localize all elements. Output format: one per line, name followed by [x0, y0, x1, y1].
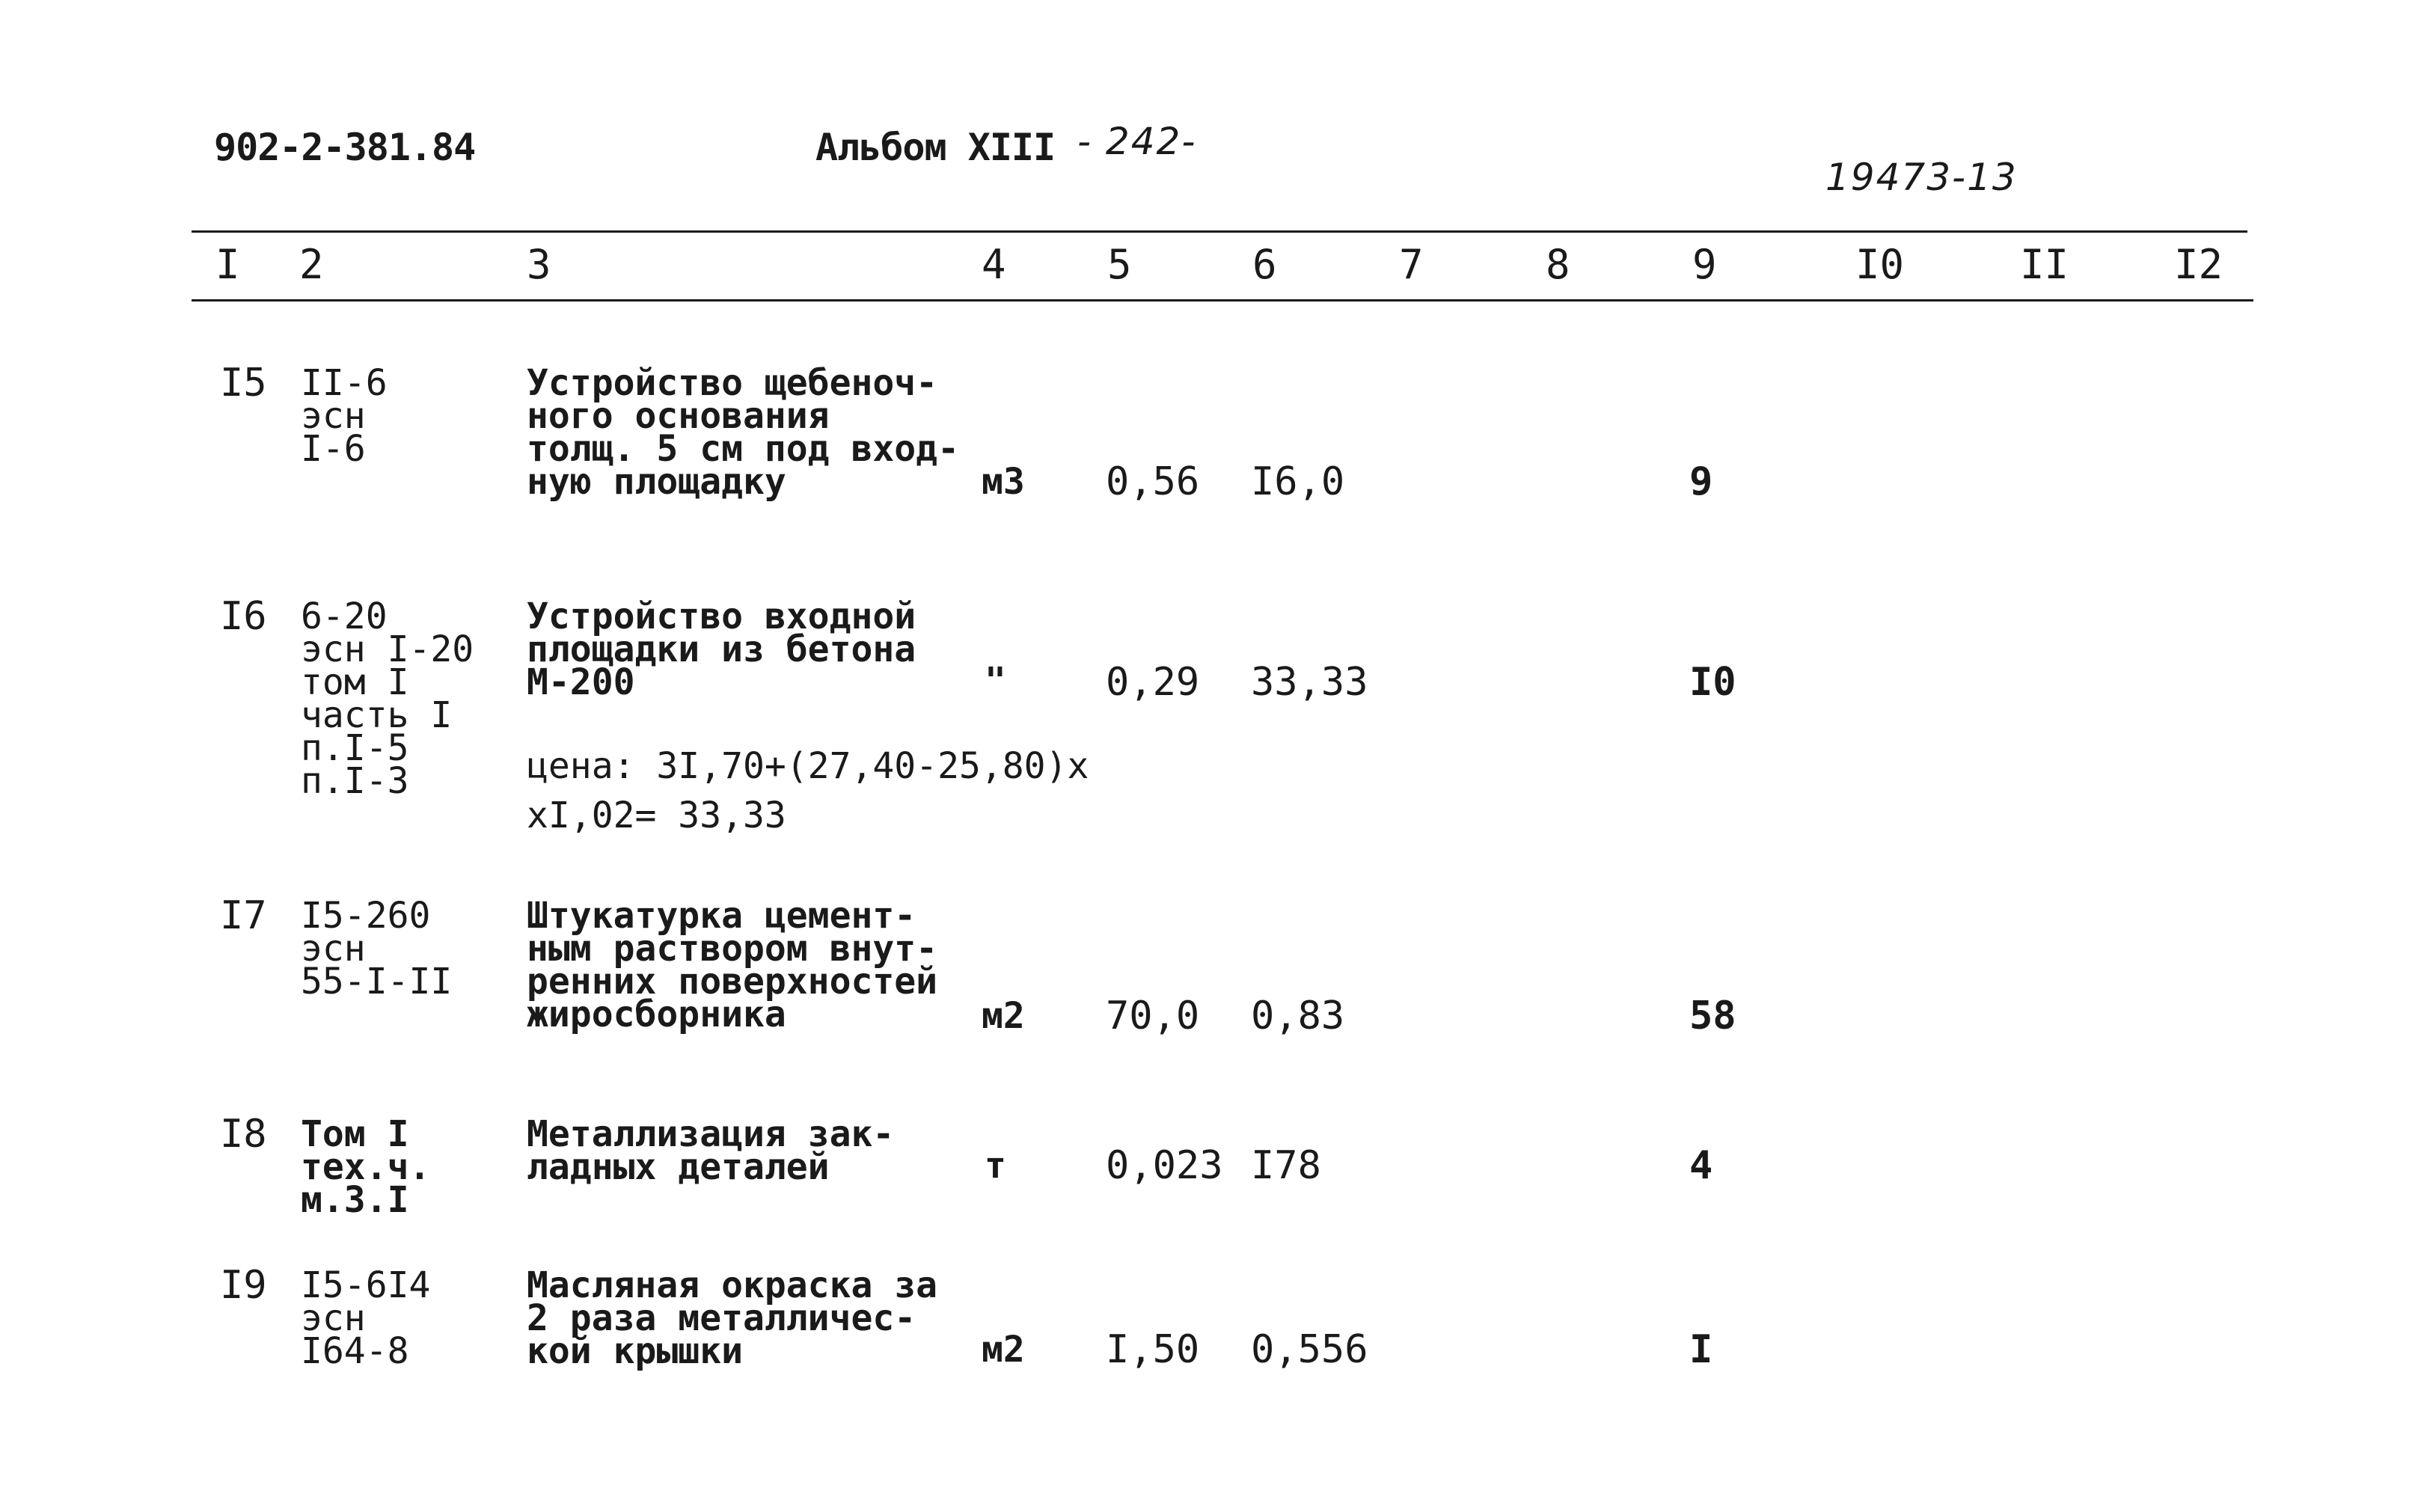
row-total: 9	[1689, 459, 1713, 504]
table-header-rule	[192, 299, 2253, 302]
archive-number: 19473-13	[1825, 156, 2018, 199]
column-header-10: I0	[1855, 241, 1905, 288]
row-quantity: 0,56	[1106, 459, 1200, 504]
row-quantity: 0,023	[1106, 1143, 1223, 1188]
row-number: I8	[220, 1112, 267, 1157]
row-description: Металлизация зак- ладных деталей	[527, 1113, 895, 1188]
column-header-5: 5	[1107, 241, 1132, 288]
row-description: Штукатурка цемент- ным раствором внут- ренних поверхностей жиросборника	[527, 895, 938, 1035]
column-header-8: 8	[1546, 241, 1570, 288]
row-total: I0	[1689, 660, 1736, 705]
row-price: I78	[1251, 1143, 1321, 1188]
column-header-11: II	[2020, 241, 2069, 288]
row-price: I6,0	[1251, 459, 1345, 504]
row-number: I5	[220, 361, 267, 405]
page-number: - 242-	[1077, 120, 1197, 163]
row-unit: м3	[982, 461, 1025, 503]
row-reference: 6-20 эсн I-20 том I часть I п.I-5 п.I-3	[301, 596, 474, 802]
row-price-note-1: цена: 3I,70+(27,40-25,80)x	[527, 745, 1089, 787]
row-unit: м2	[982, 995, 1025, 1037]
row-total: 4	[1689, 1143, 1713, 1188]
column-header-2: 2	[299, 241, 324, 288]
album-title: Альбом XIII	[815, 126, 1056, 169]
column-header-12: I2	[2174, 241, 2223, 288]
column-header-3: 3	[527, 241, 551, 288]
column-header-6: 6	[1252, 241, 1277, 288]
row-description: Масляная окраска за 2 раза металличес- кой крышки	[527, 1264, 938, 1372]
row-reference: I5-260 эсн 55-I-II	[301, 895, 453, 1003]
row-number: I7	[220, 893, 267, 938]
column-header-4: 4	[982, 241, 1006, 288]
row-number: I9	[220, 1263, 267, 1308]
row-unit: "	[985, 660, 1006, 702]
row-reference: I5-6I4 эсн I64-8	[301, 1264, 431, 1372]
row-description: Устройство входной площадки из бетона М-200	[527, 596, 916, 703]
row-price: 0,556	[1251, 1327, 1368, 1372]
row-total: I	[1689, 1327, 1713, 1372]
row-unit: т	[985, 1145, 1006, 1187]
column-header-9: 9	[1692, 241, 1717, 288]
row-price: 33,33	[1251, 660, 1368, 705]
row-description: Устройство щебеноч- ного основания толщ. 5 см под вход- ную площадку	[527, 362, 959, 503]
row-price: 0,83	[1251, 994, 1345, 1038]
row-quantity: I,50	[1106, 1327, 1200, 1372]
column-header-1: I	[215, 241, 240, 288]
row-number: I6	[220, 594, 267, 639]
row-quantity: 0,29	[1106, 660, 1200, 705]
row-total: 58	[1689, 994, 1736, 1038]
row-unit: м2	[982, 1329, 1025, 1371]
row-price-note-2: xI,02= 33,33	[527, 795, 786, 836]
row-quantity: 70,0	[1106, 994, 1200, 1038]
table-top-rule	[192, 230, 2247, 233]
row-reference: II-6 эсн I-6	[301, 362, 388, 470]
column-header-7: 7	[1399, 241, 1424, 288]
row-reference: Том I тех.ч. м.3.I	[301, 1113, 431, 1221]
document-code: 902-2-381.84	[214, 126, 476, 169]
